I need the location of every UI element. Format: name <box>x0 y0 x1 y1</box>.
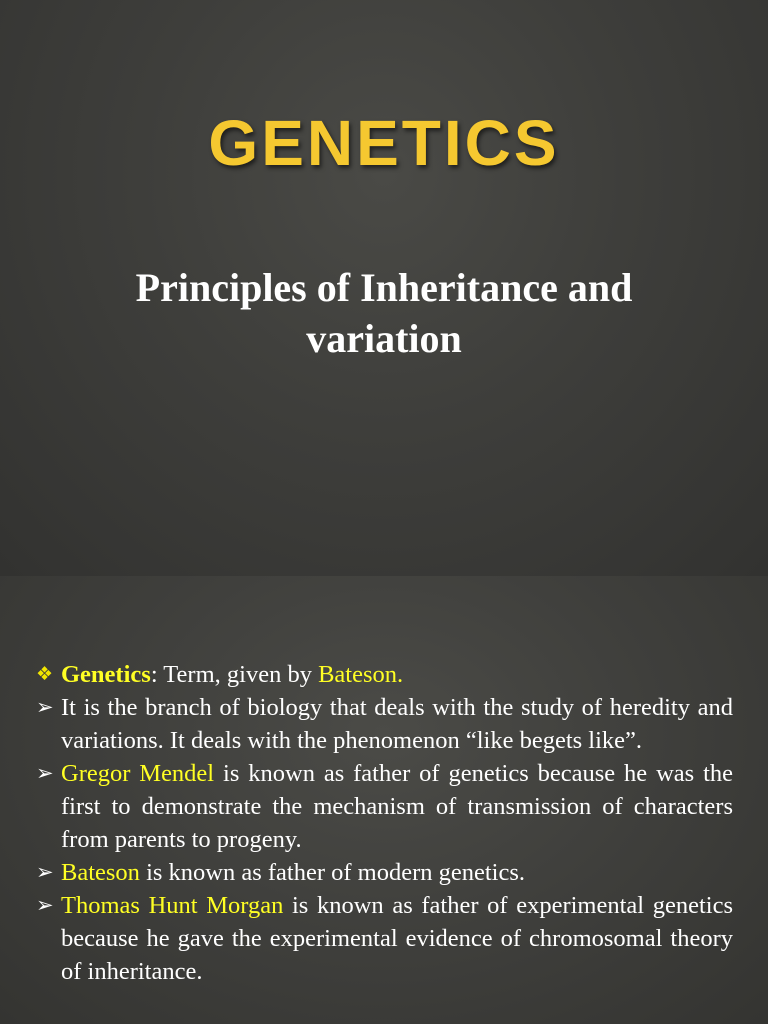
list-item-text: It is the branch of biology that deals with the study of heredity and variations. It deals with the phenomenon “like begets like”. <box>61 694 733 754</box>
slide-subtitle: Principles of Inheritance and variation <box>135 265 633 361</box>
list-item-highlight: Bateson <box>61 859 140 886</box>
list-item-text: is known as father of experimental genetics because he gave the experimental evidence of chromosomal theory of inheritance. <box>61 892 733 985</box>
definition-term: Genetics <box>61 661 151 688</box>
list-item-highlight: Gregor Mendel <box>61 760 215 787</box>
list-item-highlight: Thomas Hunt Morgan <box>61 892 284 919</box>
list-item <box>36 856 733 889</box>
definition-name: Bateson. <box>318 661 404 688</box>
arrow-bullet-icon: ➢ <box>36 893 54 917</box>
diamond-bullet-icon: ❖ <box>36 663 54 685</box>
arrow-bullet-icon: ➢ <box>36 761 54 785</box>
definition-colon: : <box>150 661 158 688</box>
content-body <box>36 658 733 988</box>
list-item <box>36 691 733 757</box>
definition-item <box>36 658 733 691</box>
list-item-text: is known as father of genetics because he was the first to demonstrate the mechanism of transmission of characters from parents to progeny. <box>61 760 733 853</box>
content-slide <box>0 576 768 1024</box>
slide-title: GENETICS <box>208 107 560 179</box>
list-item <box>36 757 733 856</box>
list-item <box>36 889 733 988</box>
definition-text: Term, given by <box>157 661 319 688</box>
arrow-bullet-icon: ➢ <box>36 695 54 719</box>
list-item-text: is known as father of modern genetics. <box>139 859 526 886</box>
arrow-bullet-icon: ➢ <box>36 860 54 884</box>
